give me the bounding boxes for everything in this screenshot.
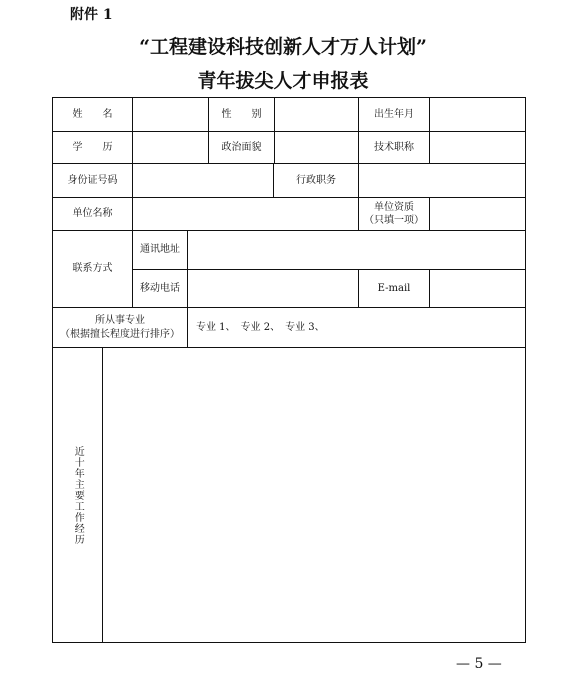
technical-title-label: 技术职称 xyxy=(358,131,430,164)
gender-field[interactable] xyxy=(274,97,359,132)
work-experience-field[interactable] xyxy=(102,347,526,643)
form-title-line1: “工程建设科技创新人才万人计划” xyxy=(139,36,427,58)
admin-post-label: 行政职务 xyxy=(273,163,359,198)
address-field[interactable] xyxy=(187,230,526,270)
admin-post-field[interactable] xyxy=(358,163,526,198)
application-form-table xyxy=(52,97,526,643)
id-number-label: 身份证号码 xyxy=(52,163,133,198)
education-label: 学 历 xyxy=(52,131,133,164)
address-label: 通讯地址 xyxy=(132,230,188,270)
attachment-label: 附件 1 xyxy=(70,7,113,23)
mobile-label: 移动电话 xyxy=(132,269,188,308)
gender-label: 性 别 xyxy=(208,97,275,132)
mobile-field[interactable] xyxy=(187,269,359,308)
work-experience-label xyxy=(52,347,103,643)
employer-label: 单位名称 xyxy=(52,197,133,231)
employer-field[interactable] xyxy=(132,197,359,231)
specialty-label-text: 所从事专业 xyxy=(95,315,145,326)
specialty-field[interactable]: 专业 1、 专业 2、 专业 3、 xyxy=(187,307,526,348)
work-experience-label-text: 近十年主要工作经历 xyxy=(72,445,84,545)
specialty-label-note: （根据擅长程度进行排序） xyxy=(60,328,180,340)
political-status-field[interactable] xyxy=(274,131,359,164)
education-field[interactable] xyxy=(132,131,209,164)
email-field[interactable] xyxy=(429,269,526,308)
name-field[interactable] xyxy=(132,97,209,132)
contact-label: 联系方式 xyxy=(52,230,133,308)
qualification-label xyxy=(358,197,430,231)
birth-field[interactable] xyxy=(429,97,526,132)
qualification-label-note: （只填一项） xyxy=(364,215,424,226)
id-number-field[interactable] xyxy=(132,163,274,198)
form-title-line2: 青年拔尖人才申报表 xyxy=(197,70,369,92)
page-number: — 5 — xyxy=(456,656,502,672)
email-label: E-mail xyxy=(358,269,430,308)
birth-label: 出生年月 xyxy=(358,97,430,132)
qualification-field[interactable] xyxy=(429,197,526,231)
specialty-label xyxy=(52,307,188,348)
name-label: 姓 名 xyxy=(52,97,133,132)
political-status-label: 政治面貌 xyxy=(208,131,275,164)
technical-title-field[interactable] xyxy=(429,131,526,164)
qualification-label-text: 单位资质 xyxy=(374,201,414,213)
